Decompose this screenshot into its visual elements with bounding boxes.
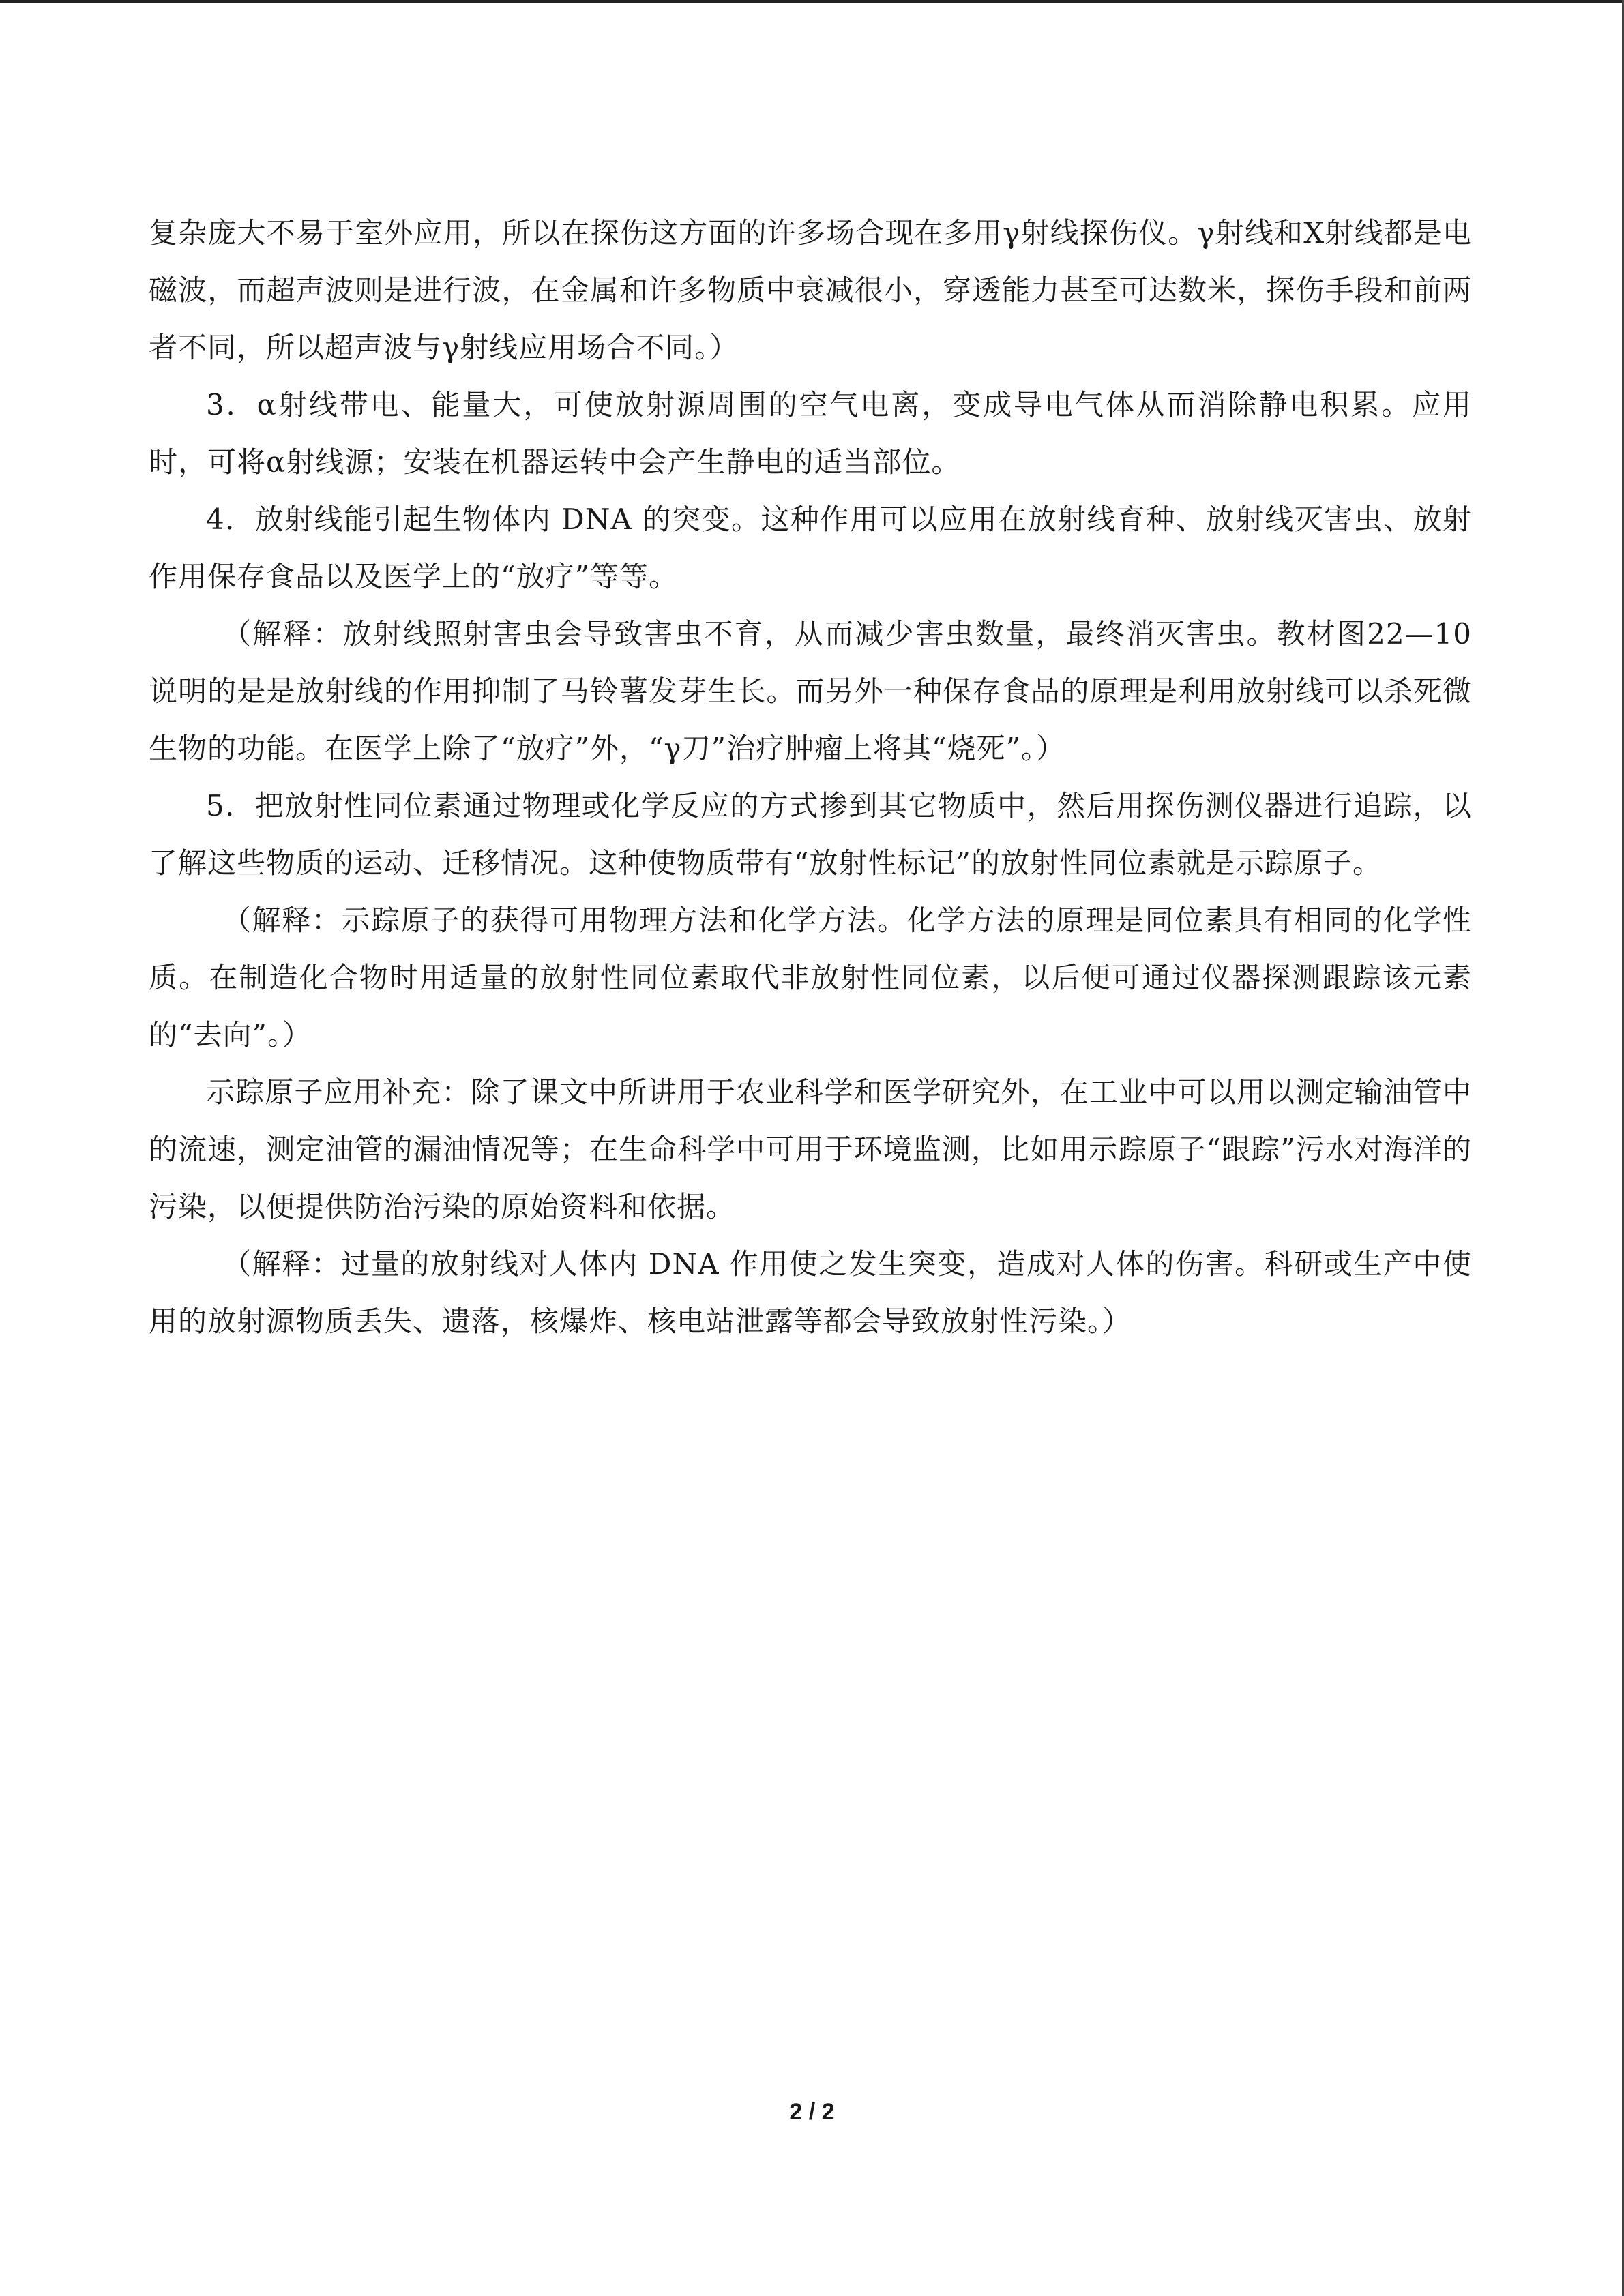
paragraph-explanation-tracer-methods: （解释：示踪原子的获得可用物理方法和化学方法。化学方法的原理是同位素具有相同的化学性质。在制造化合物时用适量的放射性同位素取代非放射性同位素，以后便可通过仪器探测跟踪该元素的“去向”。） [149,904,1472,1052]
paragraph-tracer-atom-definition: 5．把放射性同位素通过物理或化学反应的方式掺到其它物质中，然后用探伤测仪器进行追踪，以了解这些物质的运动、迁移情况。这种使物质带有“放射性标记”的放射性同位素就是示踪原子。 [149,789,1472,880]
page-top-border [0,0,1624,3]
paragraph-tracer-applications-supplement: 示踪原子应用补充：除了课文中所讲用于农业科学和医学研究外，在工业中可以用以测定输油管中的流速，测定油管的漏油情况等；在生命科学中可用于环境监测，比如用示踪原子“跟踪”污水对海洋的污染，以便提供防治污染的原始资料和依据。 [149,1075,1472,1223]
document-body [149,205,1472,1350]
paragraph-gamma-ray-flaw-detection: 复杂庞大不易于室外应用，所以在探伤这方面的许多场合现在多用γ射线探伤仪。γ射线和X射线都是电磁波，而超声波则是进行波，在金属和许多物质中衰减很小，穿透能力甚至可达数米，探伤手段和前两者不同，所以超声波与γ射线应用场合不同。） [149,216,1472,364]
paragraph-dna-mutation-applications: 4．放射线能引起生物体内 DNA 的突变。这种作用可以应用在放射线育种、放射线灭害虫、放射作用保存食品以及医学上的“放疗”等等。 [149,503,1472,593]
paragraph-explanation-radiation-harm: （解释：过量的放射线对人体内 DNA 作用使之发生突变，造成对人体的伤害。科研或生产中使用的放射源物质丢失、遗落，核爆炸、核电站泄露等都会导致放射性污染。） [149,1247,1472,1338]
paragraph-alpha-ray-static-elimination: 3．α射线带电、能量大，可使放射源周围的空气电离，变成导电气体从而消除静电积累。应用时，可将α射线源；安装在机器运转中会产生静电的适当部位。 [149,388,1472,479]
page-number: 2 / 2 [789,2099,835,2125]
paragraph-explanation-pest-control: （解释：放射线照射害虫会导致害虫不育，从而减少害虫数量，最终消灭害虫。教材图22—10 说明的是是放射线的作用抑制了马铃薯发芽生长。而另外一种保存食品的原理是利用放射线可以杀死微生物的功能。在医学上除了“放疗”外，“γ刀”治疗肿瘤上将其“烧死”。） [149,617,1472,765]
